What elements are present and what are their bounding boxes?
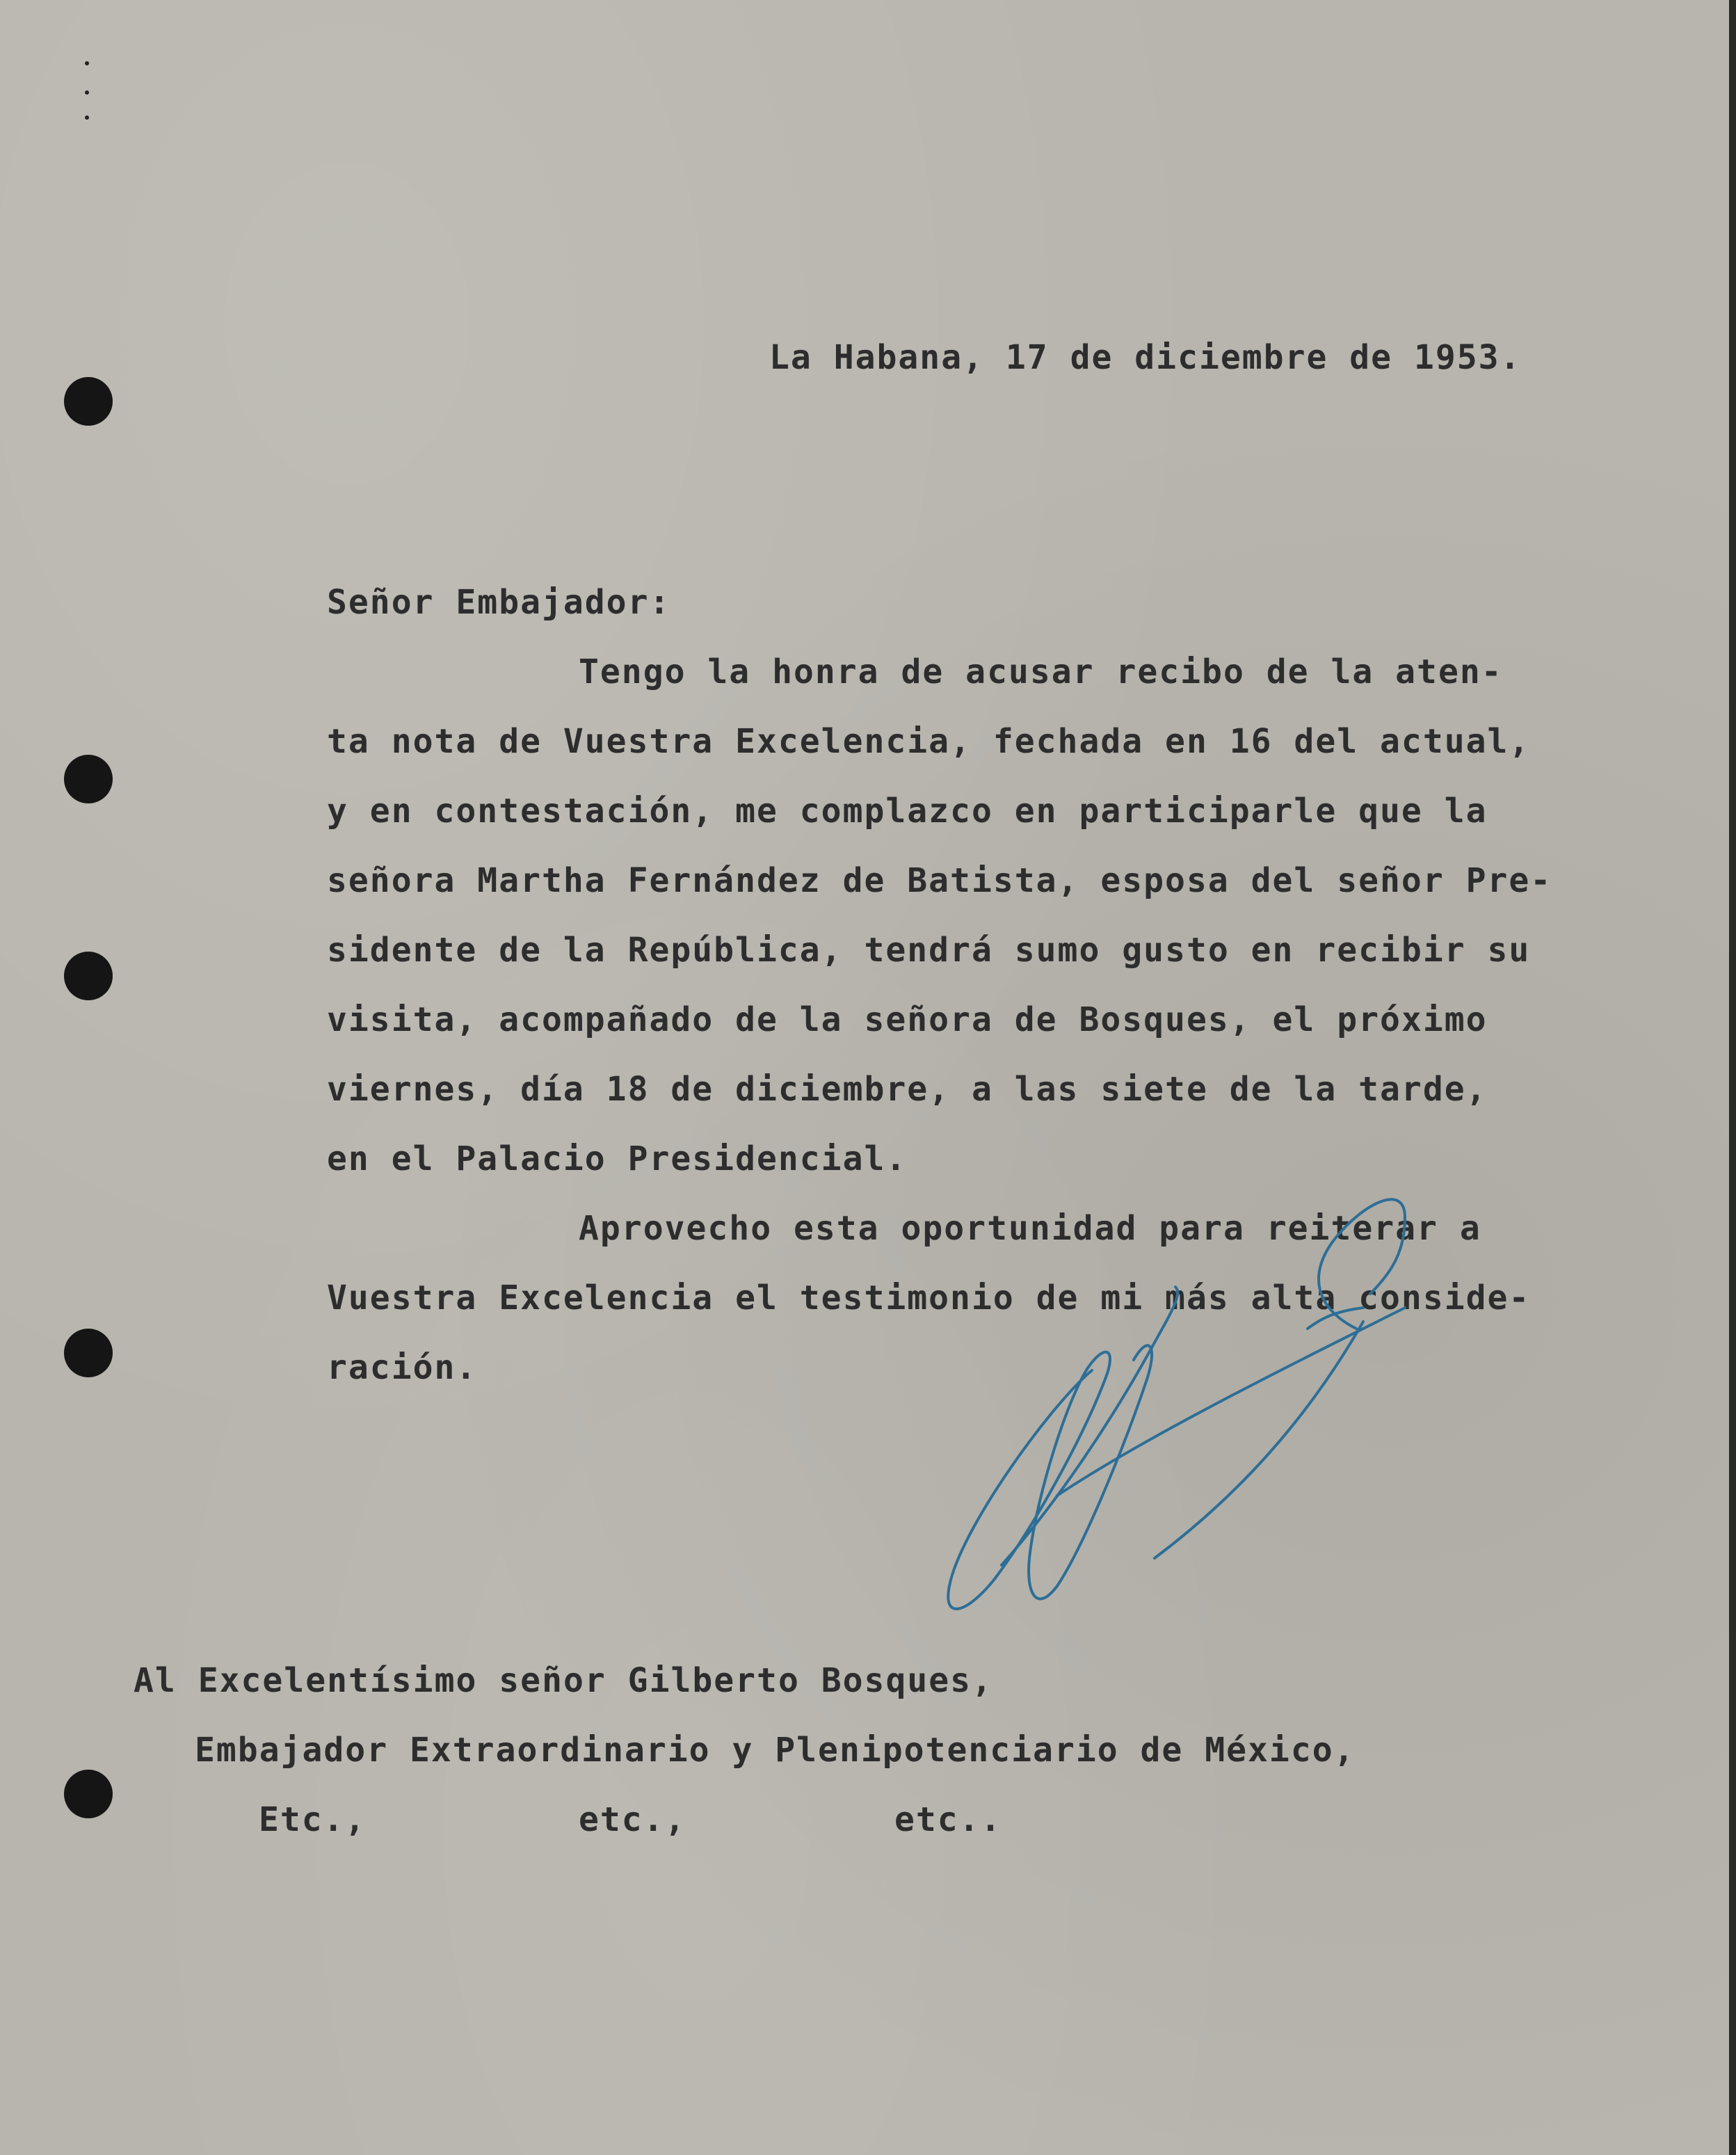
body-line: viernes, día 18 de diciembre, a las siete de la tarde, (327, 1070, 1488, 1109)
punch-hole (64, 952, 113, 1000)
closing-line: ración. (327, 1348, 478, 1387)
closing-line: Vuestra Excelencia el testimonio de mi más alta conside- (327, 1279, 1531, 1317)
salutation: Señor Embajador: (327, 583, 671, 622)
paper-speck (85, 115, 89, 120)
paper-speck (85, 90, 89, 95)
etc-item: etc.. (894, 1800, 1002, 1839)
body-line: señora Martha Fernández de Batista, esposa del señor Pre- (327, 861, 1552, 900)
addressee-line: Embajador Extraordinario y Plenipotenciario de México, (195, 1731, 1356, 1770)
signature (918, 1169, 1488, 1628)
punch-hole (64, 755, 113, 803)
sheet-edge (1729, 0, 1736, 2155)
etc-item: etc., (579, 1800, 686, 1839)
body-line: sidente de la República, tendrá sumo gusto en recibir su (327, 931, 1531, 970)
etc-item: Etc., (259, 1800, 367, 1839)
punch-hole (64, 1770, 113, 1818)
closing-line: Aprovecho esta oportunidad para reiterar a (579, 1209, 1481, 1248)
body-line: en el Palacio Presidencial. (327, 1139, 908, 1178)
body-line: visita, acompañado de la señora de Bosques, el próximo (327, 1000, 1488, 1039)
body-line: Tengo la honra de acusar recibo de la aten- (579, 652, 1503, 691)
body-line: ta nota de Vuestra Excelencia, fechada en 16 del actual, (327, 722, 1531, 761)
date-line: La Habana, 17 de diciembre de 1953. (769, 338, 1522, 377)
paper-speck (85, 61, 89, 65)
punch-hole (64, 377, 113, 426)
punch-hole (64, 1329, 113, 1377)
addressee-line: Al Excelentísimo señor Gilberto Bosques, (134, 1661, 993, 1700)
body-line: y en contestación, me complazco en participarle que la (327, 792, 1488, 831)
